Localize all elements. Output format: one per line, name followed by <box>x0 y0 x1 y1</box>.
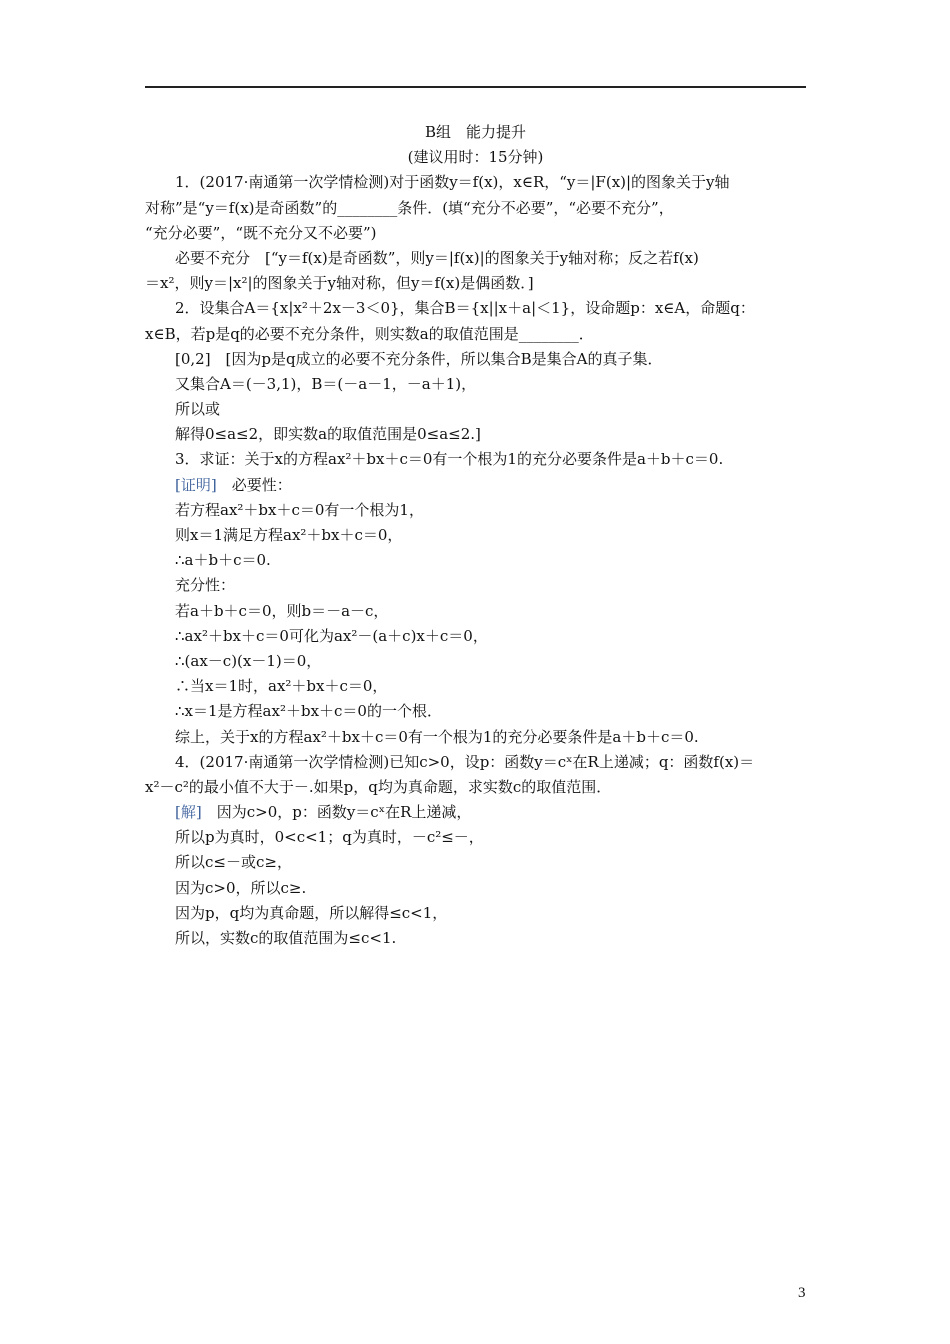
text-line <box>145 876 806 901</box>
text-line <box>145 221 806 246</box>
header-rule <box>145 86 806 88</box>
line-text: 解得0≤a≤2，即实数a的取值范围是0≤a≤2.] <box>175 425 481 444</box>
line-text: 所以或 <box>175 400 221 419</box>
text-line <box>145 901 806 926</box>
text-line <box>145 750 806 775</box>
line-text: 综上，关于x的方程ax²＋bx＋c＝0有一个根为1的充分必要条件是a＋b＋c＝0. <box>175 727 699 746</box>
line-text: ∴(ax－c)(x－1)＝0， <box>175 651 322 670</box>
line-text: 所以c≤－或c≥， <box>175 853 292 872</box>
text-line <box>145 674 806 699</box>
section-title: B组 能力提升 <box>424 123 527 141</box>
text-line <box>145 699 806 724</box>
line-text: 2．设集合A＝{x|x²＋2x－3＜0}，集合B＝{x||x＋a|＜1}，设命题p：x∈A，命题q： <box>175 299 755 318</box>
line-text: 必要不充分 [“y＝f(x)是奇函数”，则y＝|f(x)|的图象关于y轴对称；反之若f(x) <box>175 248 699 267</box>
answer-tag: [证明] <box>175 475 217 494</box>
text-line <box>145 170 806 195</box>
text-line <box>145 800 806 825</box>
line-text: ∴a＋b＋c＝0. <box>175 551 271 570</box>
line-text: 所以，实数c的取值范围为≤c<1. <box>175 929 397 947</box>
line-text: 因为p，q均为真命题，所以解得≤c<1， <box>175 903 448 922</box>
text-line <box>145 347 806 372</box>
line-text: 对称”是“y＝f(x)是奇函数”的________条件．(填“充分不必要”，“必要不充分”， <box>145 198 674 217</box>
line-text: ∴ax²＋bx＋c＝0可化为ax²－(a＋c)x＋c＝0， <box>175 626 488 645</box>
line-text: 若a＋b＋c＝0，则b＝－a－c， <box>175 601 389 620</box>
text-line <box>145 926 806 951</box>
line-text: x²－c²的最小值不大于－.如果p，q均为真命题，求实数c的取值范围． <box>145 777 612 796</box>
line-text: ∴当x＝1时，ax²＋bx＋c＝0， <box>175 677 388 696</box>
line-text: 因为c>0，p：函数y＝cˣ在R上递减， <box>201 803 472 822</box>
line-text: 1．(2017·南通第一次学情检测)对于函数y＝f(x)，x∈R，“y＝|F(x)|的图象关于y轴 <box>175 173 730 192</box>
text-lines <box>145 170 806 951</box>
line-text: 3．求证：关于x的方程ax²＋bx＋c＝0有一个根为1的充分必要条件是a＋b＋c＝0. <box>175 450 724 469</box>
text-line <box>145 322 806 347</box>
text-line <box>145 271 806 296</box>
line-text: 必要性： <box>216 475 292 494</box>
text-line <box>145 599 806 624</box>
text-line <box>145 447 806 472</box>
line-text: “充分必要”，“既不充分又不必要”) <box>145 223 377 242</box>
text-line <box>145 246 806 271</box>
line-text: 4．(2017·南通第一次学情检测)已知c>0，设p：函数y＝cˣ在R上递减；q：函数f(x)＝ <box>175 752 755 771</box>
text-line <box>145 725 806 750</box>
text-line <box>145 372 806 397</box>
text-line <box>145 548 806 573</box>
line-text: 若方程ax²＋bx＋c＝0有一个根为1， <box>175 500 424 519</box>
text-line <box>145 397 806 422</box>
text-line <box>145 296 806 321</box>
line-text: ＝x²，则y＝|x²|的图象关于y轴对称，但y＝f(x)是偶函数．] <box>145 274 534 293</box>
line-text: x∈B，若p是q的必要不充分条件，则实数a的取值范围是________． <box>145 324 594 343</box>
text-line <box>145 649 806 674</box>
text-line <box>145 573 806 598</box>
text-line <box>145 196 806 221</box>
answer-tag: [解] <box>175 803 202 822</box>
text-line <box>145 624 806 649</box>
line-text: 因为c>0，所以c≥. <box>175 878 307 897</box>
text-line <box>145 850 806 875</box>
document-body <box>145 120 806 951</box>
time-note: (建议用时：15分钟) <box>407 148 544 167</box>
line-text: ∴x＝1是方程ax²＋bx＋c＝0的一个根． <box>175 702 442 721</box>
line-text: [0,2] [因为p是q成立的必要不充分条件，所以集合B是集合A的真子集． <box>175 349 663 368</box>
text-line <box>145 473 806 498</box>
page-number: 3 <box>798 1285 806 1301</box>
line-text: 所以p为真时，0<c<1；q为真时，－c²≤－， <box>175 828 484 847</box>
text-line <box>145 775 806 800</box>
line-text: 充分性： <box>175 576 236 595</box>
text-line <box>145 498 806 523</box>
text-line <box>145 523 806 548</box>
line-text: 则x＝1满足方程ax²＋bx＋c＝0， <box>175 526 403 544</box>
text-line <box>145 825 806 850</box>
text-line <box>145 422 806 447</box>
line-text: 又集合A＝(－3,1)，B＝(－a－1，－a＋1)， <box>175 374 477 393</box>
